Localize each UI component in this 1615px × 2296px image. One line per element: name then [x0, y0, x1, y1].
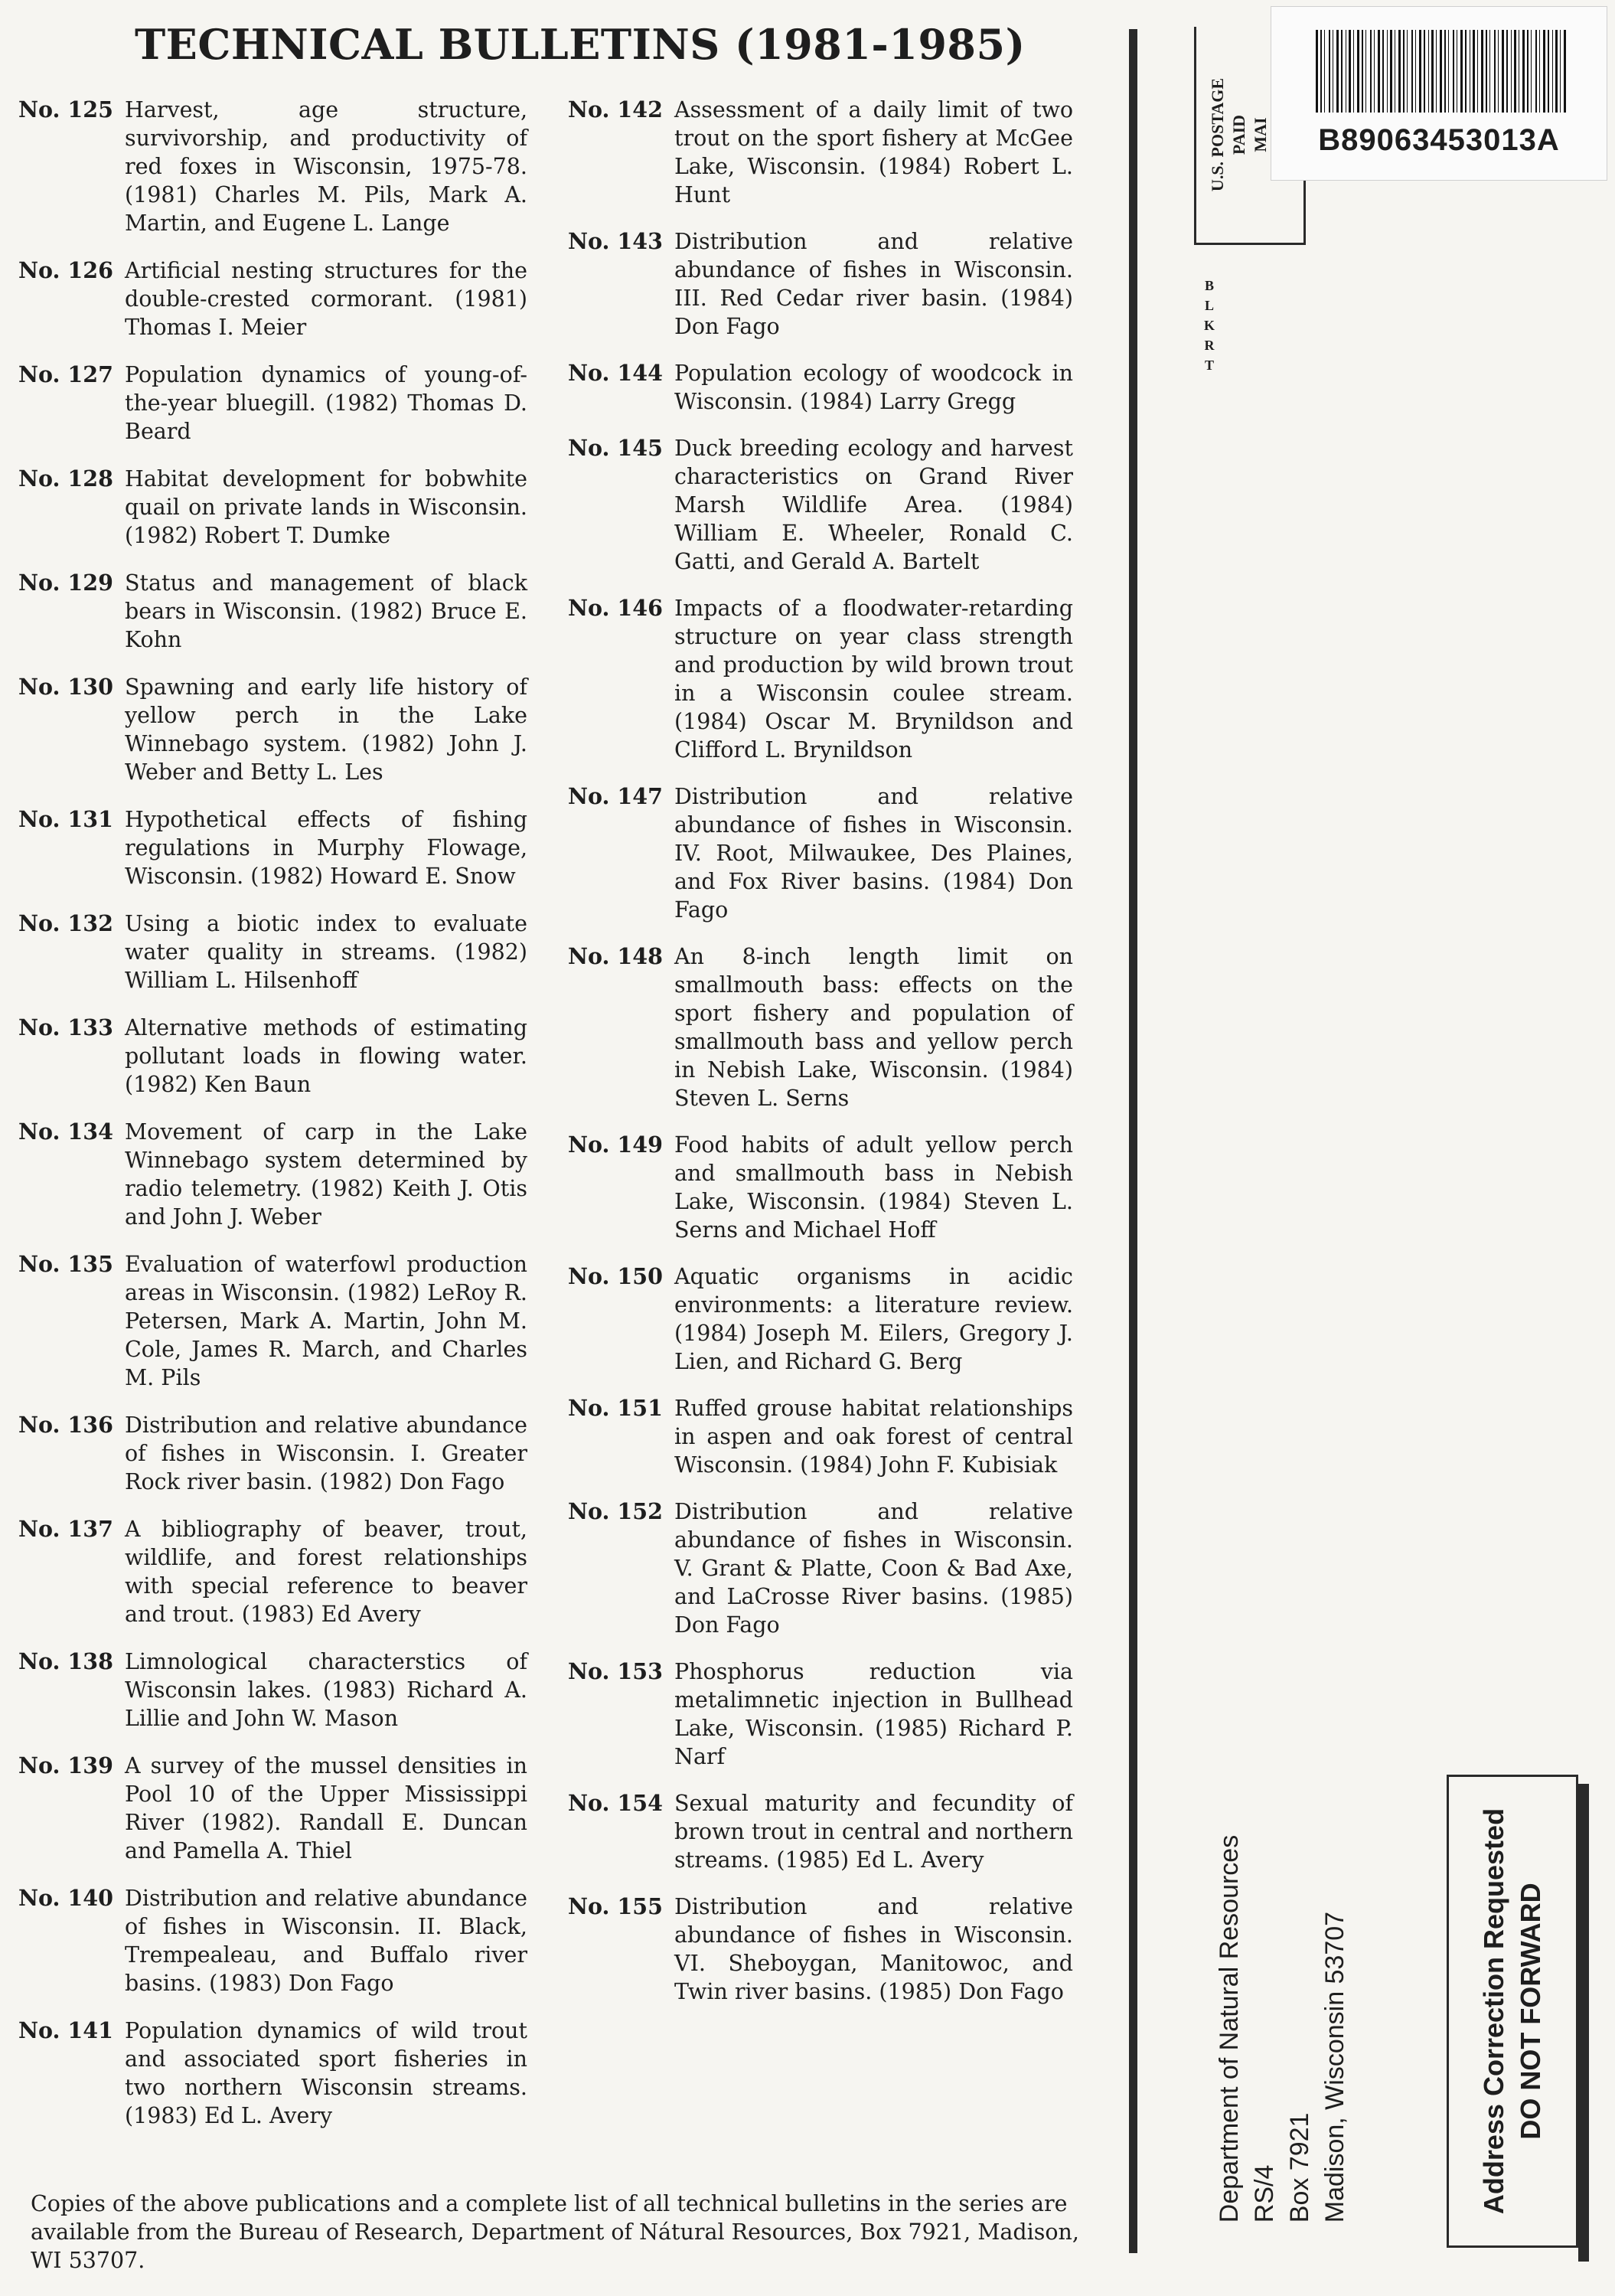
return-address-line: Madison, Wisconsin 53707	[1320, 1911, 1349, 2223]
bulletin-number: No. 130	[18, 674, 113, 700]
bulletin-entry	[18, 569, 527, 654]
bulletin-number: No. 134	[18, 1119, 113, 1145]
bulletin-description: Ruffed grouse habitat relationships in aspen and oak forest of central Wisconsin. (1984) John F. Kubisiak	[674, 1396, 1073, 1478]
bulletin-entry	[568, 1497, 1073, 1639]
notice-line: Address Correction Requested	[1478, 1808, 1509, 2215]
bulletin-number: No. 141	[18, 2017, 113, 2043]
postage-line: MAI	[1251, 117, 1270, 152]
bulletin-description: Distribution and relative abundance of fishes in Wisconsin. II. Black, Trempealeau, and Buffalo river basins. (1983) Don Fago	[125, 1886, 527, 1996]
bulletin-number: No. 131	[18, 806, 113, 832]
bulletin-entry	[568, 1893, 1073, 2006]
bulletin-list-left	[18, 96, 527, 2130]
bulletin-entry	[18, 1648, 527, 1733]
bulletin-entry	[18, 1884, 527, 1997]
bulletin-number: No. 135	[18, 1251, 113, 1277]
address-correction-notice	[1447, 1775, 1578, 2248]
bulletin-entry	[568, 434, 1073, 576]
bulletin-description: Population dynamics of young-of-the-year bluegill. (1982) Thomas D. Beard	[125, 362, 527, 444]
bulletin-number: No. 136	[18, 1412, 113, 1438]
bulletin-entry	[18, 1118, 527, 1231]
bulletin-entry	[568, 1131, 1073, 1244]
bulletin-number: No. 155	[568, 1893, 663, 1919]
bulletin-number: No. 145	[568, 435, 663, 461]
route-letter: K	[1203, 318, 1215, 333]
bulletin-description: Distribution and relative abundance of fishes in Wisconsin. VI. Sheboygan, Manitowoc, and Twin river basins. (1985) Don Fago	[674, 1894, 1073, 2004]
bulletin-description: Population ecology of woodcock in Wisconsin. (1984) Larry Gregg	[674, 361, 1073, 414]
bulletin-description: Artificial nesting structures for the double-crested cormorant. (1981) Thomas I. Meier	[125, 258, 527, 340]
bulletin-number: No. 128	[18, 465, 113, 492]
bulletin-number: No. 127	[18, 361, 113, 387]
bulletin-description: Sexual maturity and fecundity of brown trout in central and northern streams. (1985) Ed L. Avery	[674, 1791, 1073, 1873]
bulletin-description: Impacts of a floodwater-retarding structure on year class strength and production by wild brown trout in a Wisconsin coulee stream. (1984) Oscar M. Brynildson and Clifford L. Brynildson	[674, 596, 1073, 763]
bulletin-number: No. 154	[568, 1790, 663, 1816]
bulletin-description: Status and management of black bears in Wisconsin. (1982) Bruce E. Kohn	[125, 570, 527, 652]
bulletin-number: No. 152	[568, 1498, 663, 1524]
bulletin-description: Aquatic organisms in acidic environments: a literature review. (1984) Joseph M. Eilers, Gregory J. Lien, and Richard G. Berg	[674, 1264, 1073, 1374]
bulletin-number: No. 126	[18, 257, 113, 283]
bulletin-description: Distribution and relative abundance of fishes in Wisconsin. III. Red Cedar river basin. (1984) Don Fago	[674, 229, 1073, 339]
bulletin-number: No. 143	[568, 228, 663, 254]
route-code	[1198, 276, 1221, 375]
bulletin-description: A survey of the mussel densities in Pool 10 of the Upper Mississippi River (1982). Randall E. Duncan and Pamella A. Thiel	[125, 1753, 527, 1863]
barcode-icon	[1316, 30, 1568, 113]
bulletin-list-right	[568, 96, 1073, 2006]
bulletin-entry	[18, 673, 527, 786]
bulletin-entry	[18, 256, 527, 341]
return-address	[1202, 1784, 1362, 2274]
bulletin-number: No. 133	[18, 1014, 113, 1040]
bulletin-description: Limnological characterstics of Wisconsin lakes. (1983) Richard A. Lillie and John W. Mason	[125, 1649, 527, 1731]
bulletin-entry	[568, 227, 1073, 341]
bulletin-number: No. 138	[18, 1648, 113, 1674]
bulletin-entry	[568, 96, 1073, 209]
notice-line: DO NOT FORWARD	[1515, 1883, 1546, 2140]
bulletin-entry	[568, 594, 1073, 764]
return-address-line: Box 7921	[1285, 2112, 1314, 2223]
route-letter: T	[1204, 358, 1214, 373]
route-letter: B	[1204, 278, 1214, 293]
bulletin-number: No. 146	[568, 595, 663, 621]
bulletin-description: An 8-inch length limit on smallmouth bass: effects on the sport fishery and population of smallmouth bass and yellow perch in Nebish Lake, Wisconsin. (1984) Steven L. Serns	[674, 944, 1073, 1111]
footer-note: Copies of the above publications and a complete list of all technical bulletins in the series are available from the Bureau of Research, Department of Nátural Resources, Box 7921, Madison, WI 53707.	[31, 2191, 1079, 2273]
bulletin-entry	[18, 1752, 527, 1865]
bulletin-entry	[568, 782, 1073, 924]
bulletin-entry	[18, 805, 527, 890]
bulletin-entry	[568, 942, 1073, 1112]
bulletin-description: Harvest, age structure, survivorship, and productivity of red foxes in Wisconsin, 1975-78. (1981) Charles M. Pils, Mark A. Martin, and Eugene L. Lange	[125, 97, 527, 236]
bulletin-description: Food habits of adult yellow perch and smallmouth bass in Nebish Lake, Wisconsin. (1984) Steven L. Serns and Michael Hoff	[674, 1132, 1073, 1243]
bulletin-description: Using a biotic index to evaluate water quality in streams. (1982) William L. Hilsenhoff	[125, 911, 527, 993]
bulletin-description: Alternative methods of estimating pollutant loads in flowing water. (1982) Ken Baun	[125, 1015, 527, 1097]
bulletin-entry	[18, 1014, 527, 1099]
page-title: TECHNICAL BULLETINS (1981-1985)	[135, 20, 1026, 69]
bulletin-description: Duck breeding ecology and harvest characteristics on Grand River Marsh Wildlife Area. (1984) William E. Wheeler, Ronald C. Gatti, and Gerald A. Bartelt	[674, 436, 1073, 574]
bulletin-number: No. 132	[18, 910, 113, 936]
bulletin-number: No. 125	[18, 96, 113, 122]
return-address-line: Department of Natural Resources	[1215, 1834, 1244, 2223]
route-letter: R	[1204, 338, 1215, 353]
bulletin-number: No. 153	[568, 1658, 663, 1684]
bulletin-description: A bibliography of beaver, trout, wildlife, and forest relationships with special reference to beaver and trout. (1983) Ed Avery	[125, 1517, 527, 1627]
bulletin-number: No. 151	[568, 1395, 663, 1421]
bulletin-entry	[568, 1394, 1073, 1479]
bulletin-entry	[18, 361, 527, 446]
postage-line: PAID	[1229, 114, 1248, 155]
bulletin-entry	[568, 1262, 1073, 1376]
bulletin-number: No. 129	[18, 570, 113, 596]
bulletin-entry	[568, 1657, 1073, 1771]
bulletin-entry	[18, 910, 527, 994]
bulletin-entry	[18, 1515, 527, 1628]
barcode-label	[1271, 6, 1607, 181]
bulletin-description: Habitat development for bobwhite quail on private lands in Wisconsin. (1982) Robert T. Dumke	[125, 466, 527, 548]
barcode-number: B89063453013A	[1318, 123, 1560, 157]
bulletin-number: No. 150	[568, 1263, 663, 1289]
bulletin-description: Distribution and relative abundance of fishes in Wisconsin. IV. Root, Milwaukee, Des Plaines, and Fox River basins. (1984) Don Fago	[674, 784, 1073, 923]
bulletin-entry	[18, 96, 527, 237]
bulletin-number: No. 148	[568, 943, 663, 969]
route-letter: L	[1204, 298, 1214, 313]
bulletin-number: No. 147	[568, 783, 663, 809]
bulletin-number: No. 142	[568, 96, 663, 122]
bulletin-description: Phosphorus reduction via metalimnetic injection in Bullhead Lake, Wisconsin. (1985) Richard P. Narf	[674, 1659, 1073, 1769]
postage-line: U.S. POSTAGE	[1208, 77, 1227, 192]
bulletin-number: No. 137	[18, 1516, 113, 1542]
bulletin-description: Movement of carp in the Lake Winnebago system determined by radio telemetry. (1982) Keith J. Otis and John J. Weber	[125, 1119, 527, 1230]
notice-shadow	[1578, 1784, 1589, 2262]
bulletin-description: Hypothetical effects of fishing regulations in Murphy Flowage, Wisconsin. (1982) Howard E. Snow	[125, 807, 527, 889]
bulletin-entry	[568, 359, 1073, 416]
bulletin-number: No. 140	[18, 1885, 113, 1911]
bulletin-number: No. 149	[568, 1132, 663, 1158]
vertical-divider	[1129, 29, 1137, 2253]
bulletin-entry	[18, 1250, 527, 1392]
bulletin-entry	[568, 1789, 1073, 1874]
bulletin-description: Spawning and early life history of yellow perch in the Lake Winnebago system. (1982) John J. Weber and Betty L. Les	[125, 674, 527, 785]
bulletin-description: Assessment of a daily limit of two trout on the sport fishery at McGee Lake, Wisconsin. (1984) Robert L. Hunt	[674, 97, 1073, 207]
bulletin-description: Distribution and relative abundance of fishes in Wisconsin. V. Grant & Platte, Coon & Bad Axe, and LaCrosse River basins. (1985) Don Fago	[674, 1499, 1073, 1638]
bulletin-description: Population dynamics of wild trout and associated sport fisheries in two northern Wisconsin streams. (1983) Ed L. Avery	[125, 2018, 527, 2128]
bulletin-entry	[18, 465, 527, 550]
bulletin-number: No. 139	[18, 1752, 113, 1778]
return-address-line: RS/4	[1250, 2164, 1279, 2223]
bulletin-entry	[18, 1411, 527, 1496]
bulletin-description: Distribution and relative abundance of fishes in Wisconsin. I. Greater Rock river basin. (1982) Don Fago	[125, 1413, 527, 1494]
bulletin-number: No. 144	[568, 360, 663, 386]
bulletin-entry	[18, 2017, 527, 2130]
bulletin-description: Evaluation of waterfowl production areas in Wisconsin. (1982) LeRoy R. Petersen, Mark A. Martin, John M. Cole, James R. March, and Charles M. Pils	[125, 1252, 527, 1390]
